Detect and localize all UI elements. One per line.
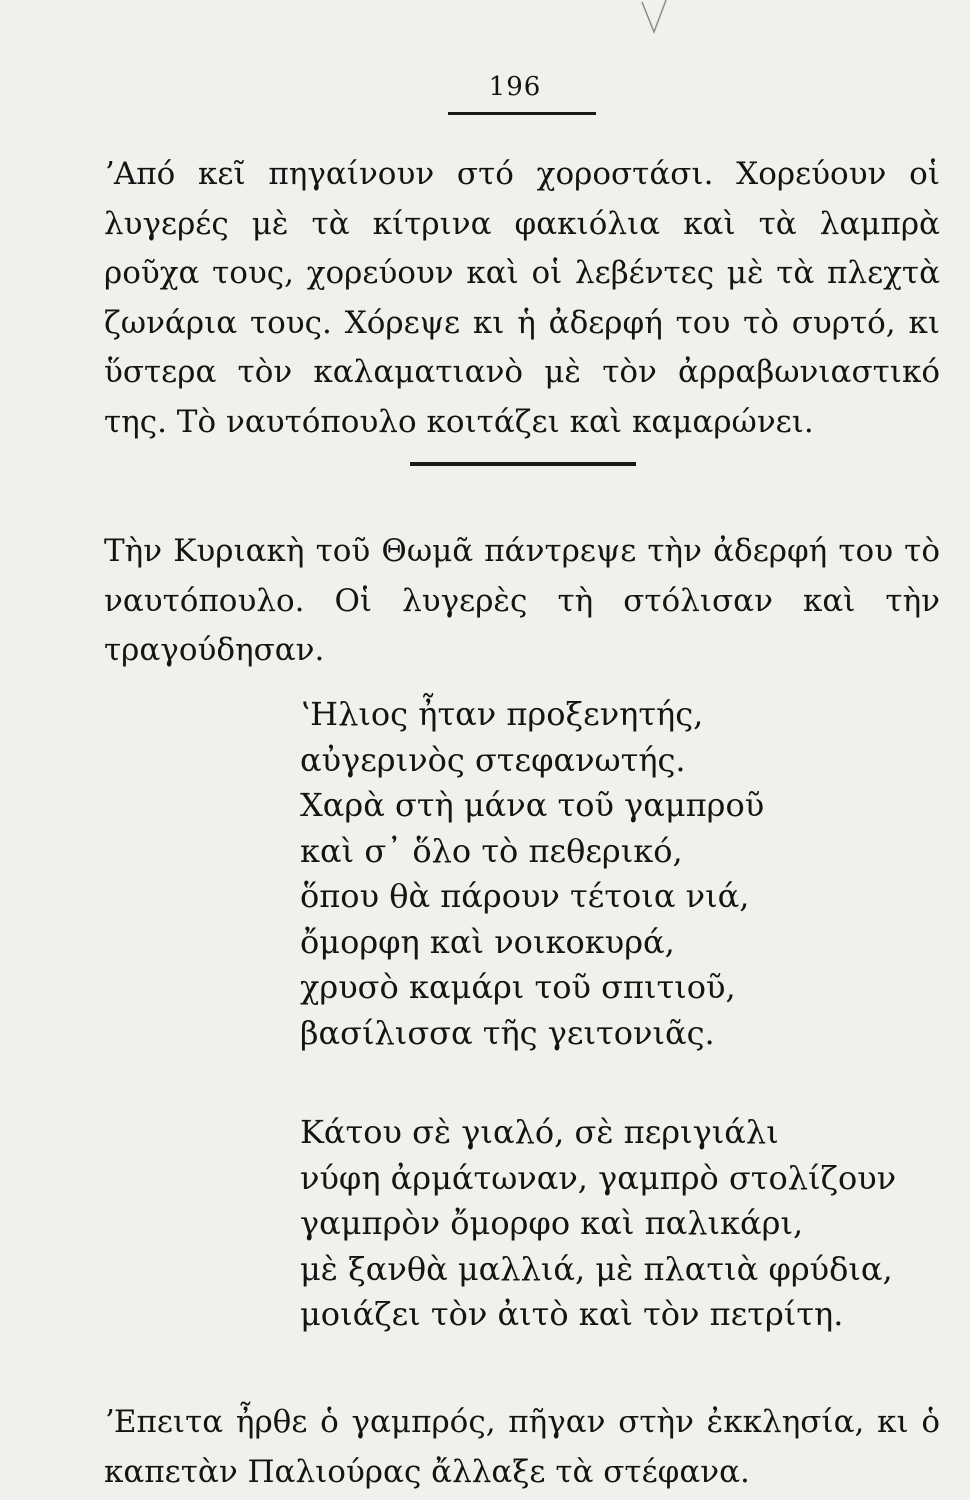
verse-line: ὅπου θὰ πάρουν τέτοια νιά, [300,877,750,915]
paragraph-church: ʼΕπειτα ἦρθε ὁ γαμπρός, πῆγαν στὴν ἐκκλησία, κι ὁ καπετὰν Παλιούρας ἄλλαξε τὰ στέφανα. [104,1404,940,1490]
verse-line: χρυσὸ καμάρι τοῦ σπιτιοῦ, [300,968,736,1006]
verse-line: Χαρὰ στὴ μάνα τοῦ γαμπροῦ [300,786,765,824]
verse-line: καὶ σ᾽ ὅλο τὸ πεθερικό, [300,831,683,870]
verse-line: ʽΗλιος ἦταν προξενητής, [300,695,704,733]
section-divider [410,462,636,466]
verse-line: Κάτου σὲ γιαλό, σὲ περιγιάλι [300,1113,779,1151]
paragraph-wedding: Τὴν Κυριακὴ τοῦ Θωμᾶ πάντρεψε τὴν ἀδερφή του τὸ ναυτόπουλο. Οἱ λυγερὲς τὴ στόλισαν καὶ τὴν τραγούδησαν. [104,533,940,668]
verse-line: βασίλισσα τῆς γειτονιᾶς. [300,1013,715,1052]
verse-line: μὲ ξανθὰ μαλλιά, μὲ πλατιὰ φρύδια, [300,1249,893,1288]
song-stanza-1 [300,692,764,1056]
verse-line: γαμπρὸν ὄμορφο καὶ παλικάρι, [300,1204,804,1242]
page-number: 196 [488,72,542,102]
page-number-rule [448,112,596,115]
song-stanza-2 [300,1110,896,1338]
verse-line: αὐγερινὸς στεφανωτής. [300,740,686,779]
verse-line: νύφη ἀρμάτωναν, γαμπρὸ στολίζουν [300,1158,897,1197]
verse-line: μοιάζει τὸν ἀιτὸ καὶ τὸν πετρίτη. [300,1295,844,1333]
pencil-mark [640,0,680,40]
verse-line: ὄμορφη καὶ νοικοκυρά, [300,922,675,961]
paragraph-dance: ʼΑπό κεῖ πηγαίνουν στό χοροστάσι. Χορεύουν οἱ λυγερές μὲ τὰ κίτρινα φακιόλια καὶ τὰ λαμπρὰ ροῦχα τους, χορεύουν καὶ οἱ λεβέντες μὲ τὰ πλεχτὰ ζωνάρια τους. Χόρεψε κι ἡ ἀδερφή του τὸ συρτό, κι ὕστερα τὸν καλαματιανὸ μὲ τὸν ἀρραβωνιαστικό της. Τὸ ναυτόπουλο κοιτάζει καὶ καμαρώνει. [104,156,940,440]
